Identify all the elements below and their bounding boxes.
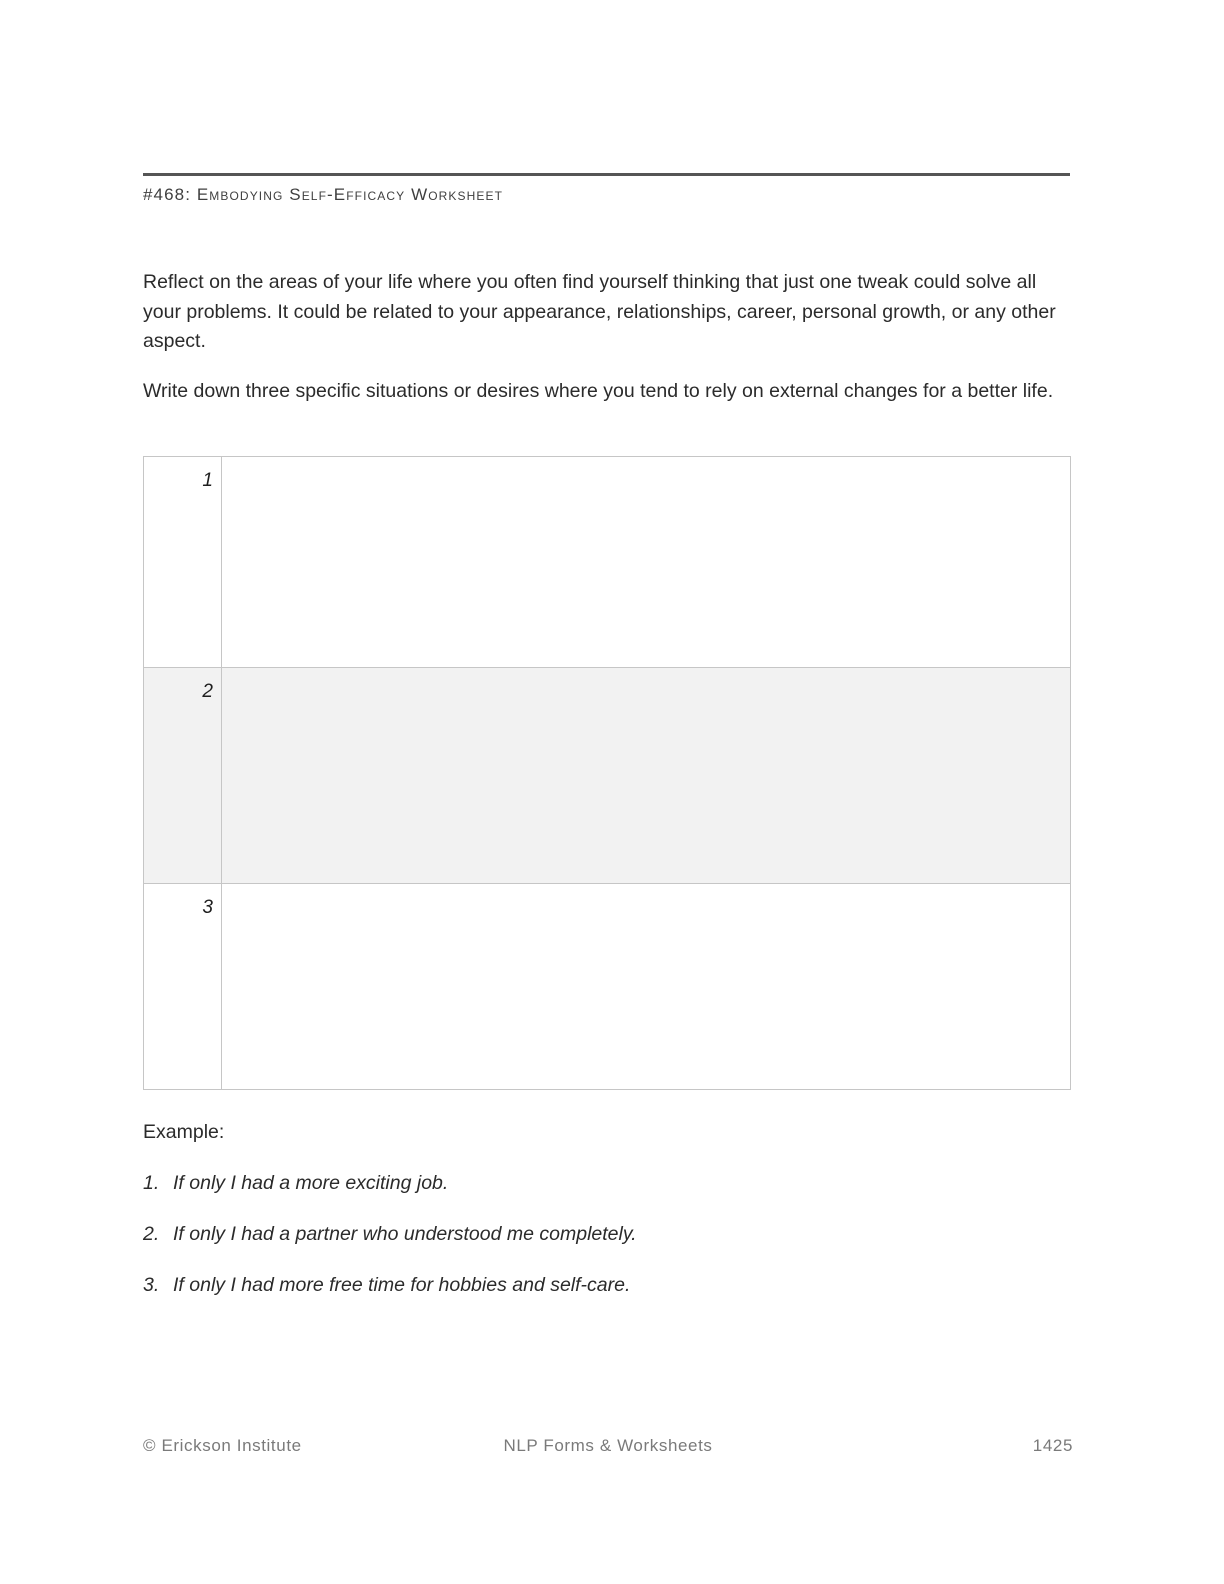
list-item-marker: 2. [143,1223,160,1245]
footer-copyright: © Erickson Institute [143,1436,302,1455]
list-item [143,1272,1043,1323]
example-list [143,1170,1043,1323]
intro-paragraph-1: Reflect on the areas of your life where you often find yourself thinking that just one tweak could solve all your problems. It could be related to your appearance, relationships, career, personal growth, or any other aspect. [143,271,1056,352]
row-number: 1 [144,457,222,668]
footer-collection-title: NLP Forms & Worksheets [503,1436,713,1455]
header-rule [143,173,1070,176]
answer-field-1[interactable] [222,457,1071,668]
row-number: 3 [144,884,222,1090]
answer-field-2[interactable] [222,668,1071,884]
example-label: Example: [143,1121,225,1143]
table-row [144,884,1071,1090]
table-row [144,668,1071,884]
table-row [144,457,1071,668]
list-item-marker: 3. [143,1274,160,1296]
row-number: 2 [144,668,222,884]
intro-paragraph-2: Write down three specific situations or desires where you tend to rely on external changes for a better life. [143,380,1054,402]
list-item-text: If only I had more free time for hobbies and self-care. [173,1274,631,1296]
footer-page-number: 1425 [1032,1436,1073,1455]
list-item-marker: 1. [143,1172,160,1194]
answer-field-3[interactable] [222,884,1071,1090]
list-item [143,1221,1043,1272]
list-item [143,1170,1043,1221]
page-footer [143,1436,1073,1460]
list-item-text: If only I had a more exciting job. [173,1172,449,1194]
list-item-text: If only I had a partner who understood me completely. [173,1223,637,1245]
answer-table [143,456,1071,1090]
page-title: #468: Embodying Self-Efficacy Worksheet [143,185,504,204]
